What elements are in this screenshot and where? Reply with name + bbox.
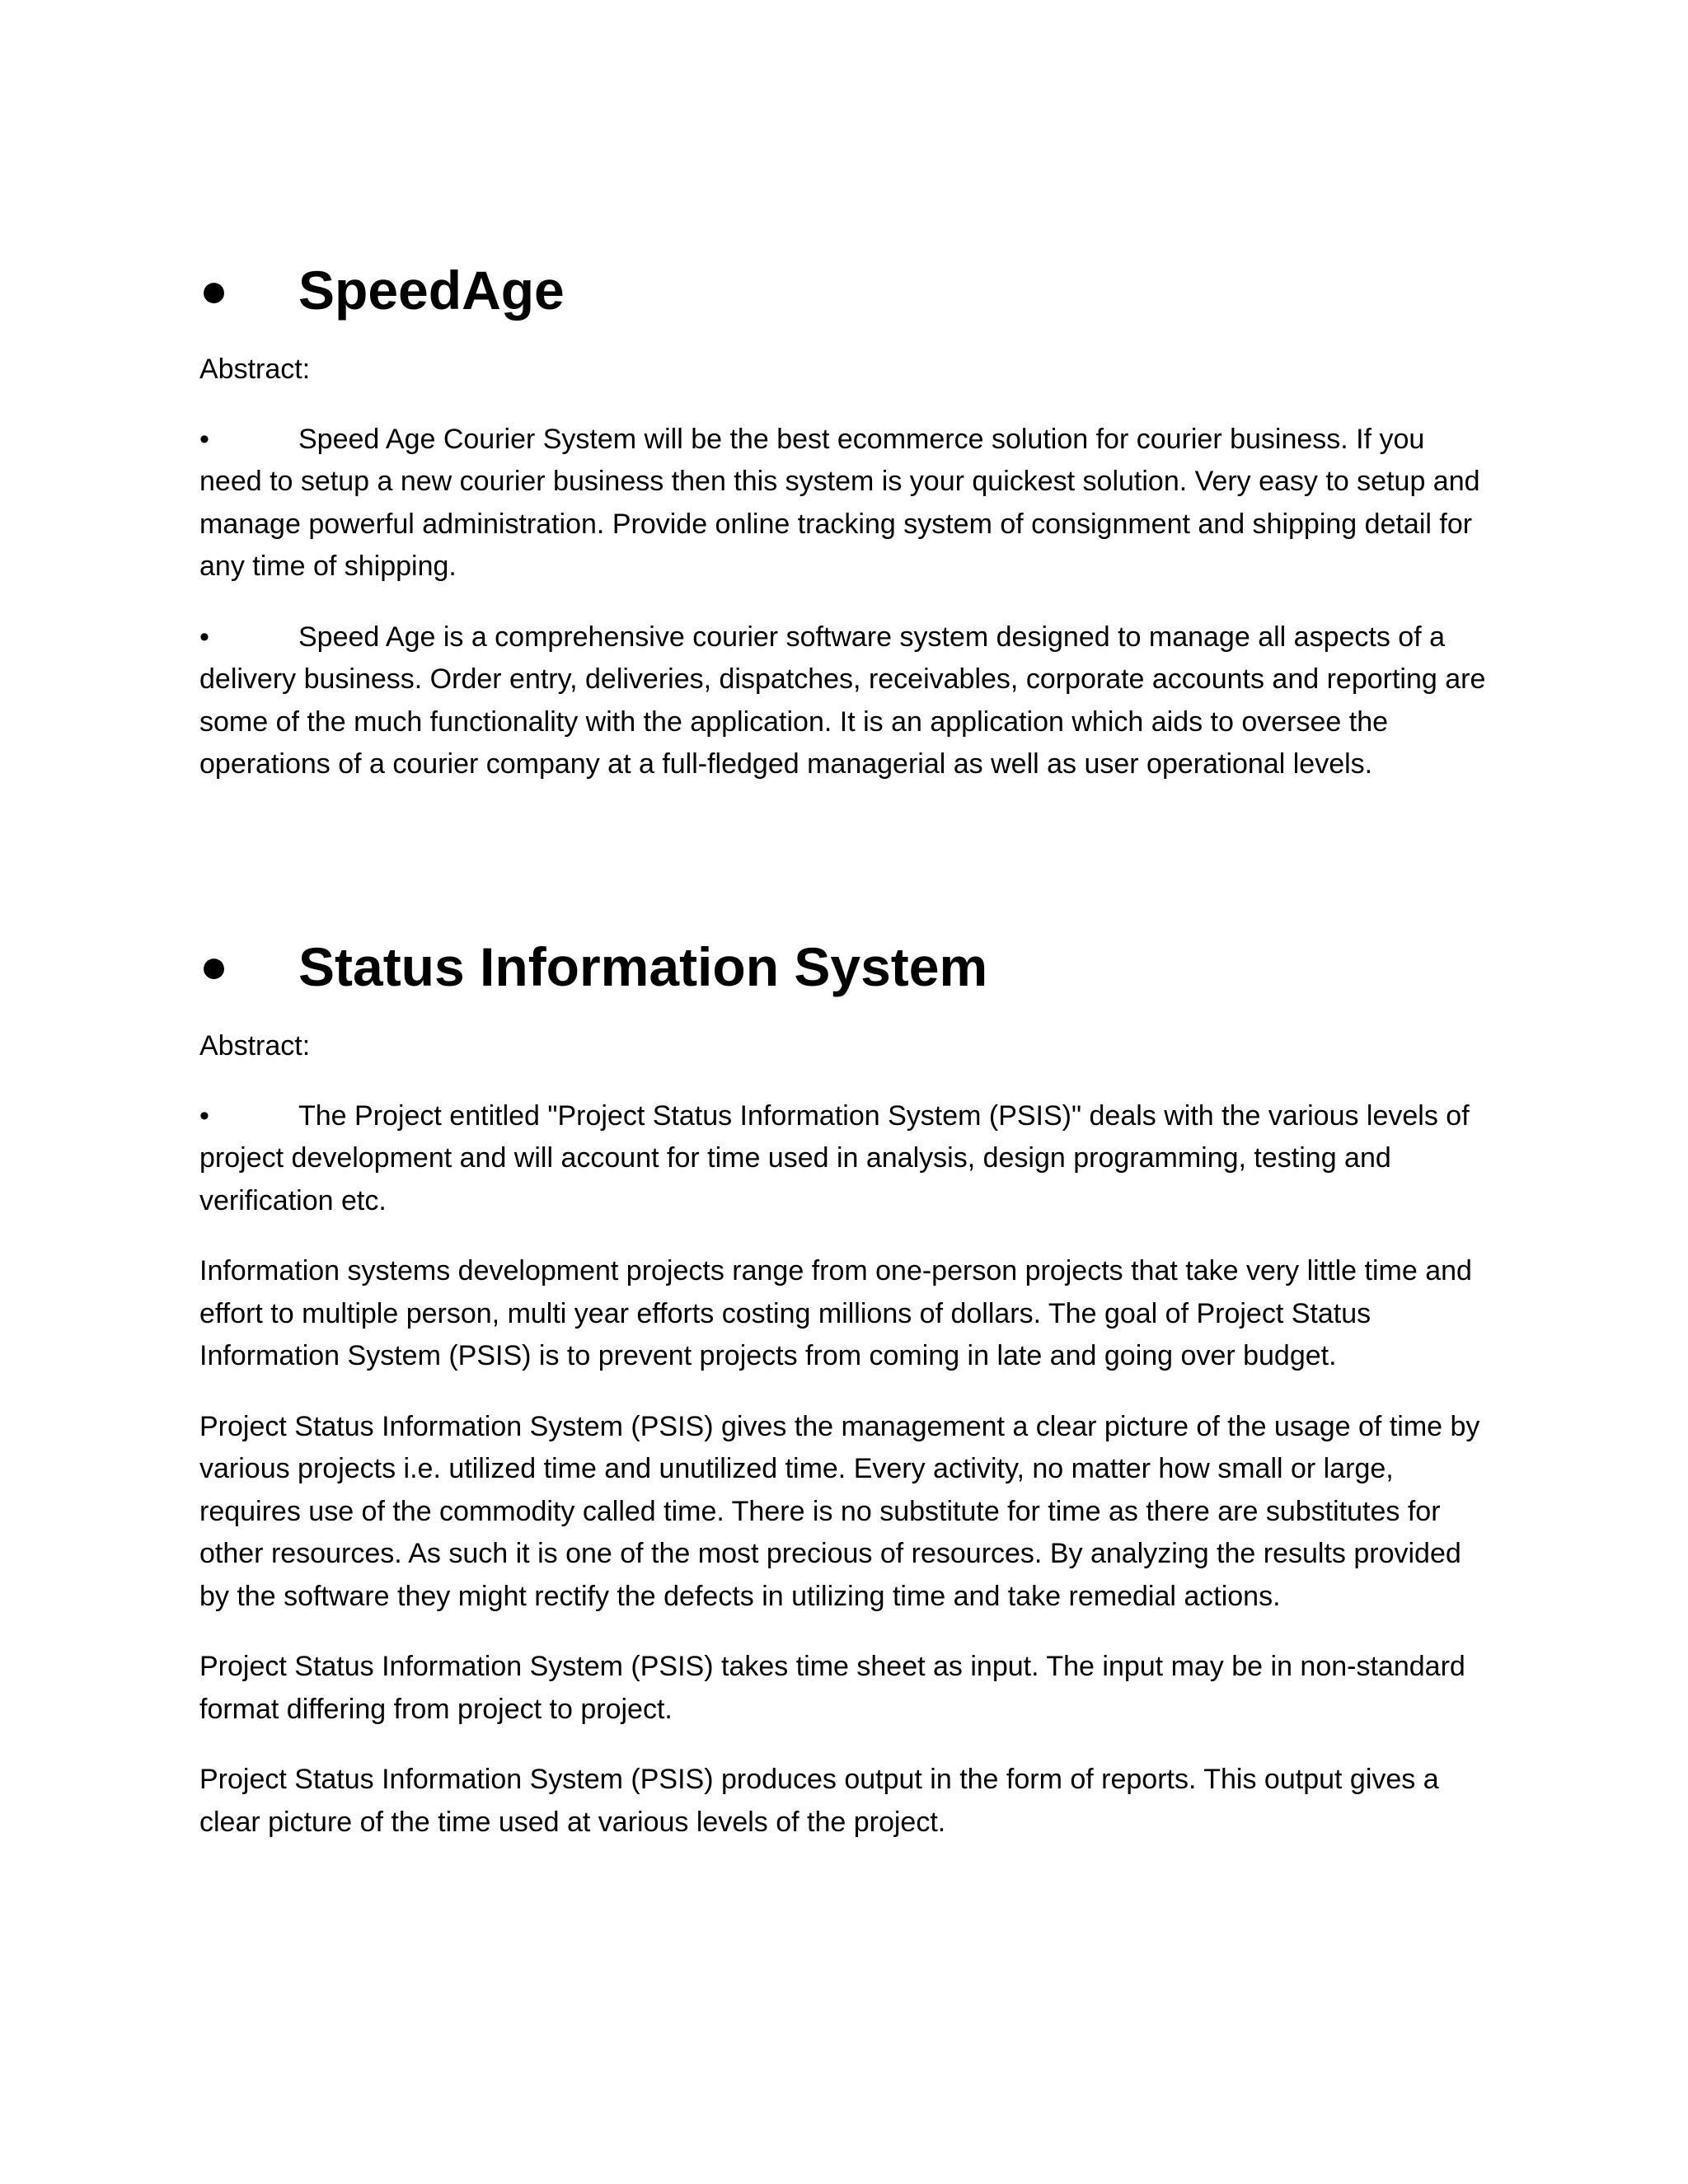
abstract-label: Abstract: <box>199 353 311 385</box>
bullet-icon: • <box>199 621 209 653</box>
paragraph-text: Speed Age is a comprehensive courier software system designed to manage all aspects of a delivery business. Order entry, deliveries, dispatches, receivables, corporate accounts and reporting are some of the much functionality with the application. It is an application which aids to oversee the operations of a courier company at a full-fledged managerial as well as user operational levels. <box>199 621 1486 780</box>
section-heading <box>199 936 1493 999</box>
bullet-icon: • <box>199 1099 209 1132</box>
bullet-icon: ● <box>199 263 229 317</box>
paragraph: Project Status Information System (PSIS) gives the management a clear picture of the usage of time by various projects i.e. utilized time and unutilized time. Every activity, no matter how small or large, requires use of the commodity called time. There is no substitute for time as there are substitutes for other resources. As such it is one of the most precious of resources. By analyzing the results provided by the software they might rectify the defects in utilizing time and take remedial actions. <box>199 1410 1480 1612</box>
paragraph <box>199 616 1493 786</box>
document-content <box>199 260 1493 1872</box>
section-spacer <box>199 814 1493 936</box>
bullet-icon: ● <box>199 940 229 994</box>
paragraph-text: Speed Age Courier System will be the best ecommerce solution for courier business. If you need to setup a new courier business then this system is your quickest solution. Very easy to setup and manage powerful administration. Provide online tracking system of consignment and shipping detail for any time of shipping. <box>199 423 1480 583</box>
paragraph: Project Status Information System (PSIS) takes time sheet as input. The input may be in non-standard format differing from project to project. <box>199 1651 1465 1725</box>
abstract-label: Abstract: <box>199 1029 311 1062</box>
paragraph-text: The Project entitled "Project Status Information System (PSIS)" deals with the various levels of project development and will account for time used in analysis, design programming, testing and verification etc. <box>199 1099 1470 1216</box>
section-heading <box>199 260 1493 322</box>
paragraph: Information systems development projects range from one-person projects that take very little time and effort to multiple person, multi year efforts costing millions of dollars. The goal of Project Status Information System (PSIS) is to prevent projects from coming in late and going over budget. <box>199 1255 1472 1372</box>
paragraph <box>199 419 1493 588</box>
section-title: Status Information System <box>298 935 988 997</box>
bullet-icon: • <box>199 423 209 455</box>
section-status-information-system <box>199 936 1493 1844</box>
section-speedage <box>199 260 1493 786</box>
paragraph: Project Status Information System (PSIS) produces output in the form of reports. This output gives a clear picture of the time used at various levels of the project. <box>199 1764 1439 1838</box>
paragraph <box>199 1095 1493 1223</box>
section-title: SpeedAge <box>298 260 565 321</box>
